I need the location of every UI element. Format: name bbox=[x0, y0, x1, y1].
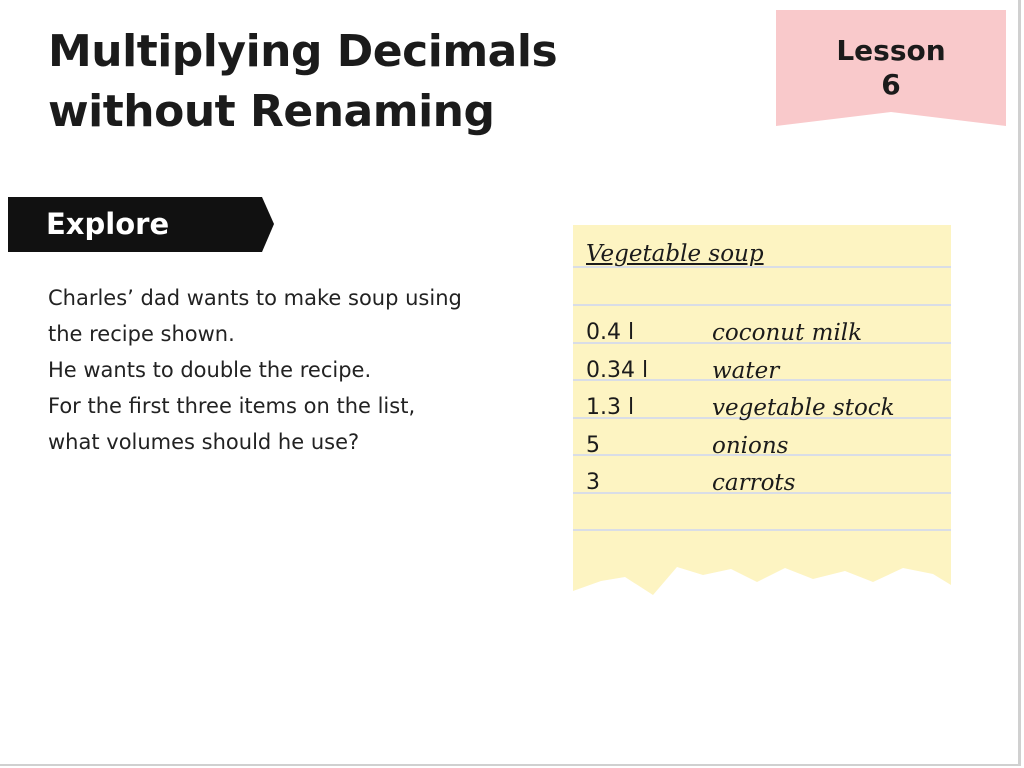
recipe-item bbox=[586, 392, 946, 424]
lesson-badge-text bbox=[776, 34, 1006, 102]
recipe-quantity: 1.3 l bbox=[586, 395, 635, 420]
recipe-ingredient: vegetable stock bbox=[712, 395, 895, 421]
page-title bbox=[48, 22, 557, 142]
problem-line: what volumes should he use? bbox=[48, 430, 360, 454]
problem-text bbox=[48, 280, 548, 460]
problem-line: Charles’ dad wants to make soup using bbox=[48, 286, 462, 310]
recipe-quantity: 0.4 l bbox=[586, 320, 635, 345]
lesson-label: Lesson bbox=[836, 34, 946, 67]
recipe-item bbox=[586, 430, 946, 462]
recipe-item bbox=[586, 355, 946, 387]
recipe-ingredient: onions bbox=[712, 433, 789, 459]
recipe-item bbox=[586, 317, 946, 349]
lesson-number: 6 bbox=[881, 68, 901, 101]
recipe-note bbox=[573, 225, 951, 597]
problem-line: the recipe shown. bbox=[48, 322, 235, 346]
recipe-quantity: 5 bbox=[586, 433, 600, 458]
problem-line: He wants to double the recipe. bbox=[48, 358, 372, 382]
recipe-quantity: 0.34 l bbox=[586, 358, 649, 383]
recipe-ingredient: coconut milk bbox=[712, 320, 863, 346]
recipe-ingredient: water bbox=[712, 358, 780, 384]
page-title-line-1: Multiplying Decimals bbox=[48, 26, 558, 77]
recipe-ingredient: carrots bbox=[712, 470, 796, 496]
recipe-quantity: 3 bbox=[586, 470, 600, 495]
lesson-badge bbox=[776, 10, 1006, 128]
page-title-line-2: without Renaming bbox=[48, 86, 495, 137]
problem-line: For the first three items on the list, bbox=[48, 394, 416, 418]
recipe-heading: Vegetable soup bbox=[586, 241, 764, 267]
recipe-item bbox=[586, 467, 946, 499]
section-label: Explore bbox=[46, 207, 170, 241]
section-banner bbox=[8, 197, 274, 252]
